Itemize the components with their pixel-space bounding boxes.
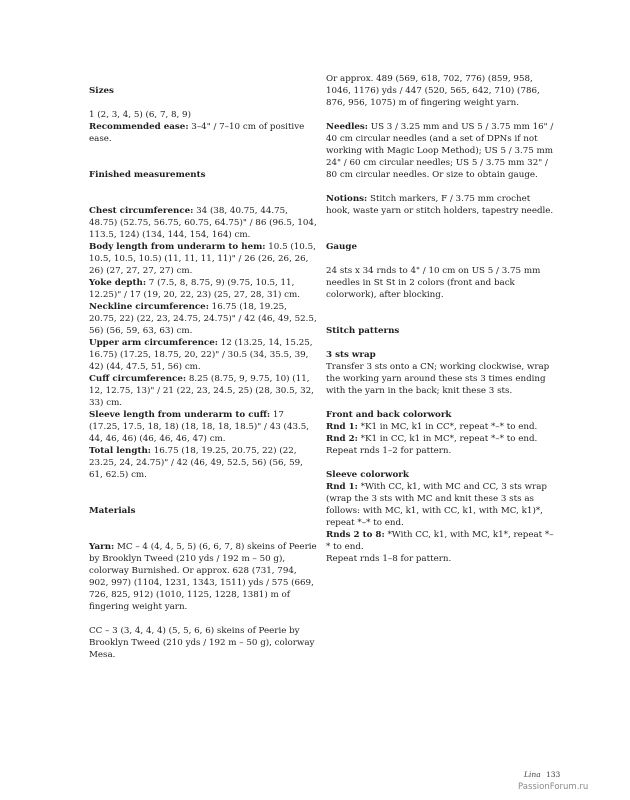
measurement-label: Cuff circumference: bbox=[89, 374, 187, 384]
rnd-text: *K1 in MC, k1 in CC*, repeat *–* to end. bbox=[357, 422, 538, 432]
measurement-text: 34 (38, 40.75, 44.75, 48.75) (52.75, 56.75, 60.75, 64.75)" / 86 (96.5, 104, 113.5, 124) (134, 144, 154, 164) cm. bbox=[89, 206, 317, 240]
ease-text: 3–4" / 7–10 cm of positive ease. bbox=[89, 122, 305, 144]
materials-heading: Materials bbox=[89, 506, 136, 516]
measurement-item bbox=[89, 205, 317, 241]
notions-paragraph bbox=[326, 193, 556, 217]
stitch-patterns-heading: Stitch patterns bbox=[326, 326, 400, 336]
sizes-heading: Sizes bbox=[89, 86, 114, 96]
measurement-text: 17 (17.25, 17.5, 18, 18) (18, 18, 18, 18.5)" / 43 (43.5, 44, 46, 46) (46, 46, 46, 47) cm. bbox=[89, 410, 310, 444]
front-back-colorwork-heading: Front and back colorwork bbox=[326, 410, 452, 420]
measurement-item bbox=[89, 301, 317, 337]
rnd-label: Rnd 1: bbox=[326, 482, 358, 492]
sleeve-repeat: Repeat rnds 1–8 for pattern. bbox=[326, 554, 452, 564]
measurement-text: 16.75 (18, 19.25, 20.75, 22) (22, 23.25, 24, 24.75)" / 42 (46, 49, 52.5, 56) (56, 59, 61, 62.5) cm. bbox=[89, 446, 303, 480]
sts-wrap-text: Transfer 3 sts onto a CN; working clockwise, wrap the working yarn around these sts 3 times ending with the yarn in the back; knit these 3 sts. bbox=[326, 362, 550, 396]
yarn-text: MC – 4 (4, 4, 5, 5) (6, 6, 7, 8) skeins of Peerie by Brooklyn Tweed (210 yds / 192 m – 50 g), colorway Burnished. Or approx. 628 (731, 794, 902, 997) (1104, 1231, 1343, 1511) yds / 575 (669, 726, 825, 912) (1010, 1125, 1228, 1381) m of fingering weight yarn. bbox=[89, 542, 317, 612]
ease-label: Recommended ease: bbox=[89, 122, 189, 132]
needles-label: Needles: bbox=[326, 122, 368, 132]
measurement-label: Chest circumference: bbox=[89, 206, 194, 216]
footer-pattern-title: Lina bbox=[524, 770, 541, 779]
sleeve-rnds-2-to-8 bbox=[326, 529, 556, 553]
gauge-heading: Gauge bbox=[326, 242, 357, 252]
measurement-item bbox=[89, 409, 317, 445]
measurement-item bbox=[89, 241, 317, 277]
yarn-paragraph bbox=[89, 541, 317, 613]
left-column bbox=[89, 85, 317, 661]
rnd-text: *With CC, k1, with MC, k1*, repeat *–* to end. bbox=[326, 530, 554, 552]
measurement-text: 12 (13.25, 14, 15.25, 16.75) (17.25, 18.75, 20, 22)" / 30.5 (34, 35.5, 39, 42) (44, 47.5, 51, 56) cm. bbox=[89, 338, 313, 372]
right-column bbox=[326, 73, 556, 565]
rnd-text: *With CC, k1, with MC and CC, 3 sts wrap (wrap the 3 sts with MC and knit these 3 sts as follows: with MC, k1, with CC, k1, with MC, k1)*, repeat *–* to end. bbox=[326, 482, 547, 528]
yarn-label: Yarn: bbox=[89, 542, 115, 552]
notions-label: Notions: bbox=[326, 194, 368, 204]
watermark: PassionForum.ru bbox=[518, 782, 589, 792]
measurement-text: 16.75 (18, 19.25, 20.75, 22) (22, 23, 24.75, 24.75)" / 42 (46, 49, 52.5, 56) (56, 59, 63, 63) cm. bbox=[89, 302, 317, 336]
finished-measurements-heading: Finished measurements bbox=[89, 170, 206, 180]
sleeve-colorwork-heading: Sleeve colorwork bbox=[326, 470, 409, 480]
measurement-item bbox=[89, 373, 317, 409]
sleeve-rnd-1 bbox=[326, 481, 556, 529]
page-number: 133 bbox=[546, 770, 561, 779]
measurements-list bbox=[89, 205, 317, 481]
measurement-label: Body length from underarm to hem: bbox=[89, 242, 266, 252]
needles-text: US 3 / 3.25 mm and US 5 / 3.75 mm 16" / 40 cm circular needles (and a set of DPNs if not working with Magic Loop Method); US 5 / 3.75 mm 24" / 60 cm circular needles; US 5 / 3.75 mm 32" / 80 cm circular needles. Or size to obtain gauge. bbox=[326, 122, 554, 180]
measurement-label: Yoke depth: bbox=[89, 278, 147, 288]
measurement-label: Neckline circumference: bbox=[89, 302, 209, 312]
recommended-ease bbox=[89, 121, 317, 145]
rnd-label: Rnd 1: bbox=[326, 422, 358, 432]
measurement-item bbox=[89, 277, 317, 301]
notions-text: Stitch markers, F / 3.75 mm crochet hook, waste yarn or stitch holders, tapestry needle. bbox=[326, 194, 554, 216]
measurement-text: 10.5 (10.5, 10.5, 10.5, 10.5) (11, 11, 11, 11)" / 26 (26, 26, 26, 26) (27, 27, 27, 27) cm. bbox=[89, 242, 316, 276]
sizes-text: 1 (2, 3, 4, 5) (6, 7, 8, 9) bbox=[89, 110, 191, 120]
front-back-repeat: Repeat rnds 1–2 for pattern. bbox=[326, 446, 452, 456]
measurement-label: Total length: bbox=[89, 446, 151, 456]
cc-yarn-text: CC – 3 (3, 4, 4, 4) (5, 5, 6, 6) skeins of Peerie by Brooklyn Tweed (210 yds / 192 m – 50 g), colorway Mesa. bbox=[89, 626, 315, 660]
measurement-label: Upper arm circumference: bbox=[89, 338, 218, 348]
needles-paragraph bbox=[326, 121, 556, 181]
front-back-rnd-1 bbox=[326, 421, 556, 433]
measurement-item bbox=[89, 337, 317, 373]
measurement-label: Sleeve length from underarm to cuff: bbox=[89, 410, 271, 420]
rnd-text: *K1 in CC, k1 in MC*, repeat *–* to end. bbox=[357, 434, 538, 444]
rnd-label: Rnds 2 to 8: bbox=[326, 530, 385, 540]
sts-wrap-heading: 3 sts wrap bbox=[326, 350, 376, 360]
measurement-text: 8.25 (8.75, 9, 9.75, 10) (11, 12, 12.75, 13)" / 21 (22, 23, 24.5, 25) (28, 30.5, 32, 33) cm. bbox=[89, 374, 314, 408]
measurement-text: 7 (7.5, 8, 8.75, 9) (9.75, 10.5, 11, 12.25)" / 17 (19, 20, 22, 23) (25, 27, 28, 31) cm. bbox=[89, 278, 301, 300]
front-back-rnd-2 bbox=[326, 433, 556, 445]
cc-yarn-continued: Or approx. 489 (569, 618, 702, 776) (859, 958, 1046, 1176) yds / 447 (520, 565, 642, 710) (786, 876, 956, 1075) m of fingering weight yarn. bbox=[326, 74, 540, 108]
measurement-item bbox=[89, 445, 317, 481]
gauge-text: 24 sts x 34 rnds to 4" / 10 cm on US 5 / 3.75 mm needles in St St in 2 colors (front and back colorwork), after blocking. bbox=[326, 266, 541, 300]
rnd-label: Rnd 2: bbox=[326, 434, 358, 444]
